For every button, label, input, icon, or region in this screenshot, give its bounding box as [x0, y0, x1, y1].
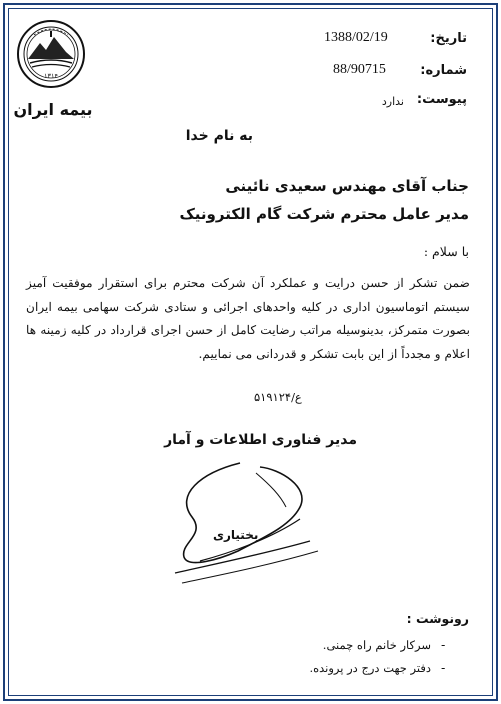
cc-item-1: سرکار خانم راه چمنی.: [322, 638, 431, 652]
cc-dash-2: -: [441, 661, 446, 675]
number-value: 88/90715: [333, 62, 386, 77]
attachment-label: پیوست:: [416, 92, 467, 107]
cc-dash-1: -: [441, 638, 446, 652]
date-label: تاریخ:: [430, 31, 467, 46]
attachment-value: ندارد: [381, 95, 404, 108]
recipient-title: مدیر عامل محترم شرکت گام الکترونیک: [179, 205, 469, 223]
cc-label: رونوشت :: [406, 611, 469, 626]
date-value: 1388/02/19: [324, 30, 388, 45]
greeting: با سلام :: [423, 244, 469, 259]
handwritten-signature: [140, 455, 330, 590]
company-seal-logo: [16, 19, 86, 89]
company-name: بیمه ایران: [13, 100, 93, 119]
recipient-name: جناب آقای مهندس سعیدی نائینی: [225, 177, 469, 195]
reference-code: ع/۵۱۹۱۲۴: [254, 390, 302, 404]
number-label: شماره:: [420, 63, 467, 78]
svg-text:۱۳۱۴: ۱۳۱۴: [44, 72, 58, 80]
signatory-title: مدیر فناوری اطلاعات و آمار: [164, 432, 357, 448]
cc-item-2: دفتر جهت درج در پرونده.: [309, 661, 431, 675]
signatory-name: بختیاری: [213, 528, 259, 542]
letter-body: ضمن تشکر از حسن درایت و عملکرد آن شرکت محترم برای استقرار موفقیت آمیز سیستم اتوماسیون اداری در کلیه واحدهای اجرائی و ستادی شرکت سهامی بیمه ایران بصورت متمرکز، بدینوسیله مراتب رضایت کامل از حسن اجرای قرارداد در کلیه زمینه ها اعلام و مجدداً از این بابت تشکر و قدردانی می نماییم.: [26, 276, 470, 361]
invocation: به نام خدا: [185, 128, 253, 144]
